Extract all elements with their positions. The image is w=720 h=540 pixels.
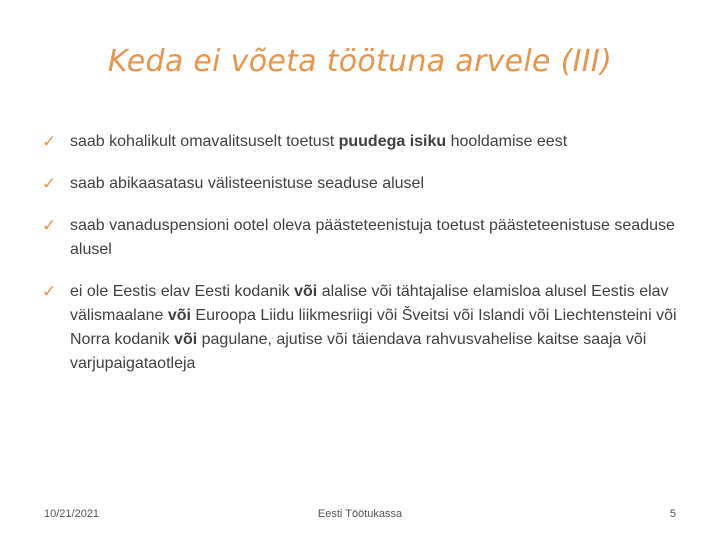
bullet-text-segment: saab vanaduspensioni ootel oleva päästeteenistuja toetust päästeteenistuse seaduse alusel [70, 217, 675, 258]
bullet-text [70, 283, 677, 372]
check-icon: ✓ [42, 174, 57, 193]
bullet-text-segment: hooldamise eest [446, 133, 568, 150]
bullet-list [42, 130, 692, 394]
bullet-item [42, 280, 692, 376]
footer-page-number: 5 [669, 508, 676, 520]
bullet-text-segment: pagulane, ajutise või täiendava rahvusvahelise kaitse saaja või varjupaigataotleja [70, 331, 647, 372]
bullet-text-segment: Euroopa Liidu liikmesriigi või Šveitsi või Islandi või Liechtensteini või Norra kodanik [70, 307, 677, 348]
bullet-text-segment: saab abikaasatasu välisteenistuse seaduse alusel [70, 175, 425, 192]
bullet-text-segment: saab kohalikult omavalitsuselt toetust [70, 133, 339, 150]
bullet-text-segment: ei ole Eestis elav Eesti kodanik [70, 283, 295, 300]
slide-title: Keda ei võeta töötuna arvele (III) [107, 44, 613, 79]
footer-date: 10/21/2021 [44, 508, 100, 520]
check-icon: ✓ [42, 132, 57, 151]
bullet-text-emphasis: või [174, 331, 198, 348]
bullet-text [70, 175, 424, 192]
bullet-item [42, 172, 692, 196]
bullet-text [70, 217, 675, 258]
bullet-item [42, 214, 692, 262]
bullet-text-emphasis: puudega isiku [338, 133, 447, 150]
bullet-text-emphasis: või [167, 307, 191, 324]
footer-organization: Eesti Töötukassa [317, 508, 403, 520]
bullet-text-segment: alalise või tähtajalise elamisloa alusel Eestis elav välismaalane [70, 283, 669, 324]
check-icon: ✓ [42, 282, 57, 301]
bullet-text-emphasis: või [294, 283, 318, 300]
bullet-item [42, 130, 692, 154]
bullet-text [70, 133, 567, 150]
check-icon: ✓ [42, 216, 57, 235]
